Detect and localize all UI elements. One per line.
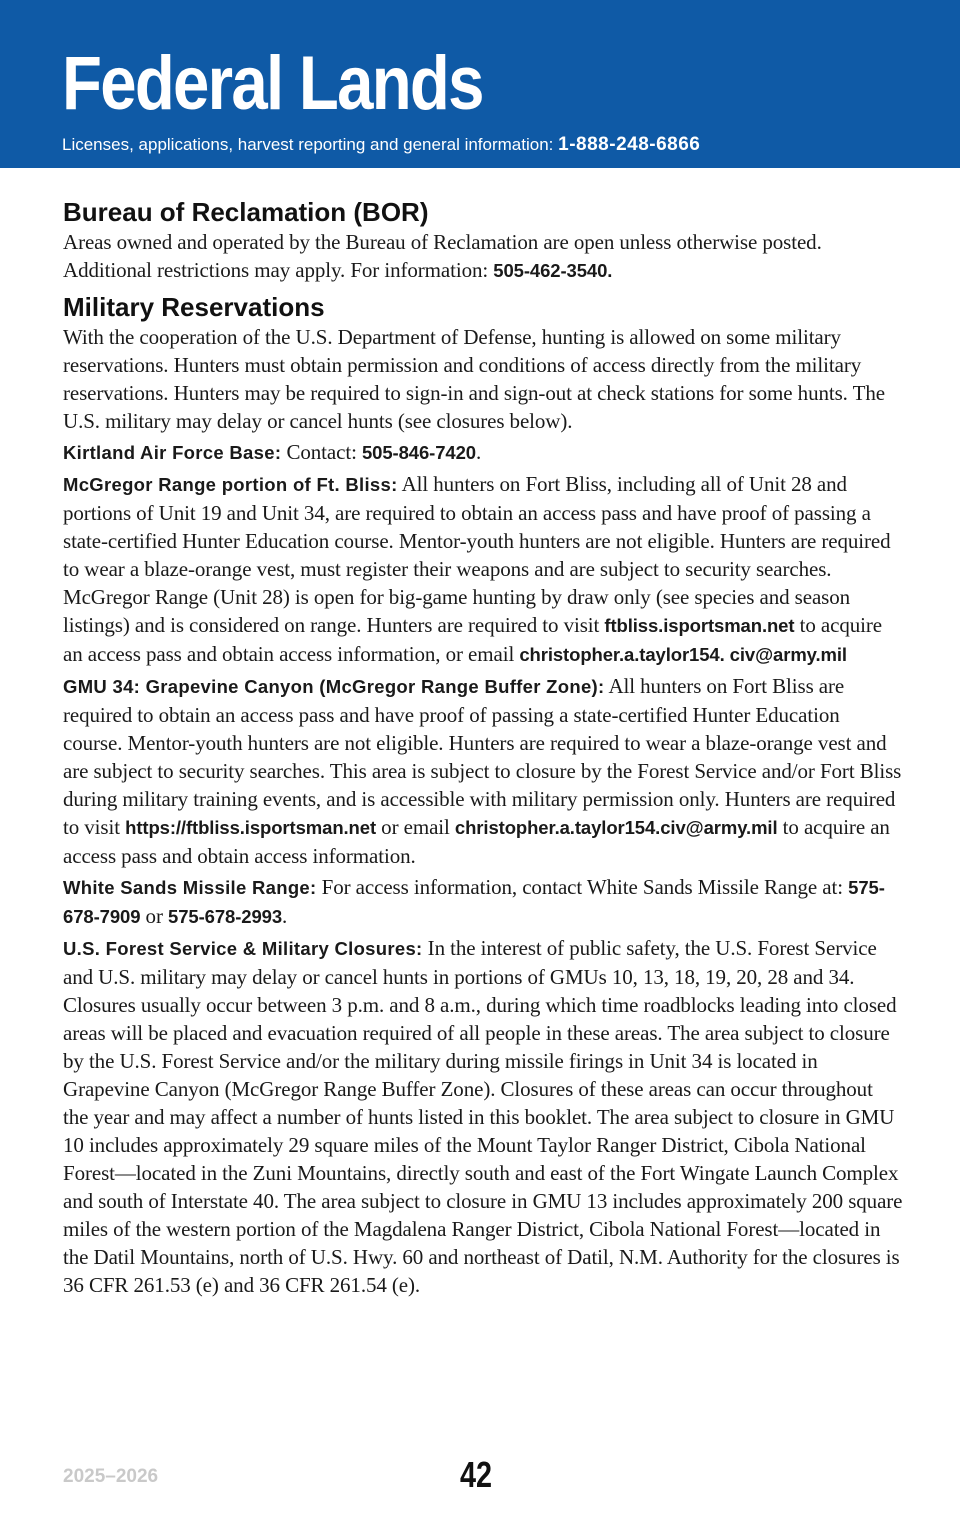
gmu34-text-2: or email bbox=[381, 815, 450, 839]
gmu34-link[interactable]: https://ftbliss.isportsman.net bbox=[125, 817, 377, 838]
bor-paragraph bbox=[63, 228, 903, 285]
header-phone: 1-888-248-6866 bbox=[558, 134, 701, 155]
mcgregor-label: McGregor Range portion of Ft. Bliss: bbox=[63, 474, 398, 495]
mcgregor-link[interactable]: ftbliss.isportsman.net bbox=[604, 615, 795, 636]
whitesands-label: White Sands Missile Range: bbox=[63, 877, 317, 898]
gmu34-text-3: to acquire an access pass and obtain access information. bbox=[63, 815, 890, 868]
mcgregor-email[interactable]: christopher.a.taylor154. civ@army.mil bbox=[519, 644, 847, 665]
whitesands-paragraph bbox=[63, 873, 903, 931]
gmu34-paragraph bbox=[63, 672, 903, 870]
gmu34-email[interactable]: christopher.a.taylor154.civ@army.mil bbox=[454, 817, 778, 838]
whitesands-end: . bbox=[282, 904, 288, 928]
gmu34-label: GMU 34: Grapevine Canyon (McGregor Range Buffer Zone): bbox=[63, 676, 605, 697]
mcgregor-text-2: to acquire an access pass and obtain access information, or email bbox=[63, 613, 882, 666]
gmu34-text-1: All hunters on Fort Bliss are required to obtain an access pass and have proof of passing a state-certified Hunter Education course. Mentor-youth hunters are not eligible. Hunters are required to wear a blaze-orange vest and are subject to security searches. This area is subject to closure by the Forest Service and/or Fort Bliss during military training events, and is accessible with military permission only. Hunters are required to visit bbox=[63, 674, 902, 839]
mcgregor-paragraph bbox=[63, 470, 903, 669]
footer-year: 2025–2026 bbox=[63, 1466, 159, 1487]
military-paragraph: With the cooperation of the U.S. Department of Defense, hunting is allowed on some military reservations. Hunters must obtain permission and conditions of access directly from the military reservations. Hunters may be required to sign-in and sign-out at check stations for some hunts. The U.S. military may delay or cancel hunts (see closures below). bbox=[63, 325, 885, 433]
bor-text: Areas owned and operated by the Bureau of Reclamation are open unless otherwise posted. Additional restrictions may apply. For information: bbox=[63, 230, 822, 282]
bor-heading: Bureau of Reclamation (BOR) bbox=[63, 197, 429, 227]
kirtland-label: Kirtland Air Force Base: bbox=[63, 442, 282, 463]
closures-paragraph bbox=[63, 934, 903, 1299]
closures-label: U.S. Forest Service & Military Closures: bbox=[63, 938, 423, 959]
kirtland-end: . bbox=[475, 440, 482, 464]
kirtland-phone: 505-846-7420 bbox=[361, 442, 476, 463]
header-banner bbox=[0, 0, 960, 168]
whitesands-or: or bbox=[145, 904, 163, 928]
main-content bbox=[63, 196, 903, 1299]
bor-phone: 505-462-3540. bbox=[493, 260, 613, 281]
whitesands-text: For access information, contact White Sands Missile Range at: bbox=[321, 875, 843, 899]
header-subtitle bbox=[62, 134, 700, 156]
kirtland-paragraph bbox=[63, 438, 903, 467]
military-heading: Military Reservations bbox=[63, 292, 325, 322]
page-number: 42 bbox=[460, 1454, 493, 1495]
kirtland-text: Contact: bbox=[286, 440, 357, 464]
whitesands-phone-1: 575-678-7909 bbox=[63, 877, 885, 927]
subtitle-text: Licenses, applications, harvest reporting and general information: bbox=[62, 135, 554, 154]
whitesands-phone-2: 575-678-2993 bbox=[168, 906, 283, 927]
page-title: Federal Lands bbox=[62, 41, 483, 126]
mcgregor-text-1: All hunters on Fort Bliss, including all of Unit 28 and portions of Unit 19 and Unit 34, are required to obtain an access pass and have proof of passing a state-certified Hunter Education course. Mentor-youth hunters are not eligible. Hunters are required to wear a blaze-orange vest, must register their weapons and are subject to security searches. McGregor Range (Unit 28) is open for big-game hunting by draw only (see species and season listings) and is considered on range. Hunters are required to visit bbox=[63, 472, 891, 637]
closures-text: In the interest of public safety, the U.S. Forest Service and U.S. military may delay or cancel hunts in portions of GMUs 10, 13, 18, 19, 20, 28 and 34. Closures usually occur between 3 p.m. and 8 a.m., during which time roadblocks leading into closed areas will be placed and evacuation required of all people in these areas. The area subject to closure by the U.S. Forest Service and/or the military during missile firings in Unit 34 is located in Grapevine Canyon (McGregor Range Buffer Zone). Closures of these areas can occur throughout the year and may affect a number of hunts listed in this booklet. The area subject to closure in GMU 10 includes approximately 29 square miles of the Mount Taylor Ranger District, Cibola National Forest—located in the Zuni Mountains, directly south and east of the Fort Wingate Launch Complex and south of Interstate 40. The area subject to closure in GMU 13 includes approximately 200 square miles of the western portion of the Magdalena Ranger District, Cibola National Forest—located in the Datil Mountains, north of U.S. Hwy. 60 and northeast of Datil, N.M. Authority for the closures is 36 CFR 261.53 (e) and 36 CFR 261.54 (e). bbox=[63, 936, 903, 1297]
